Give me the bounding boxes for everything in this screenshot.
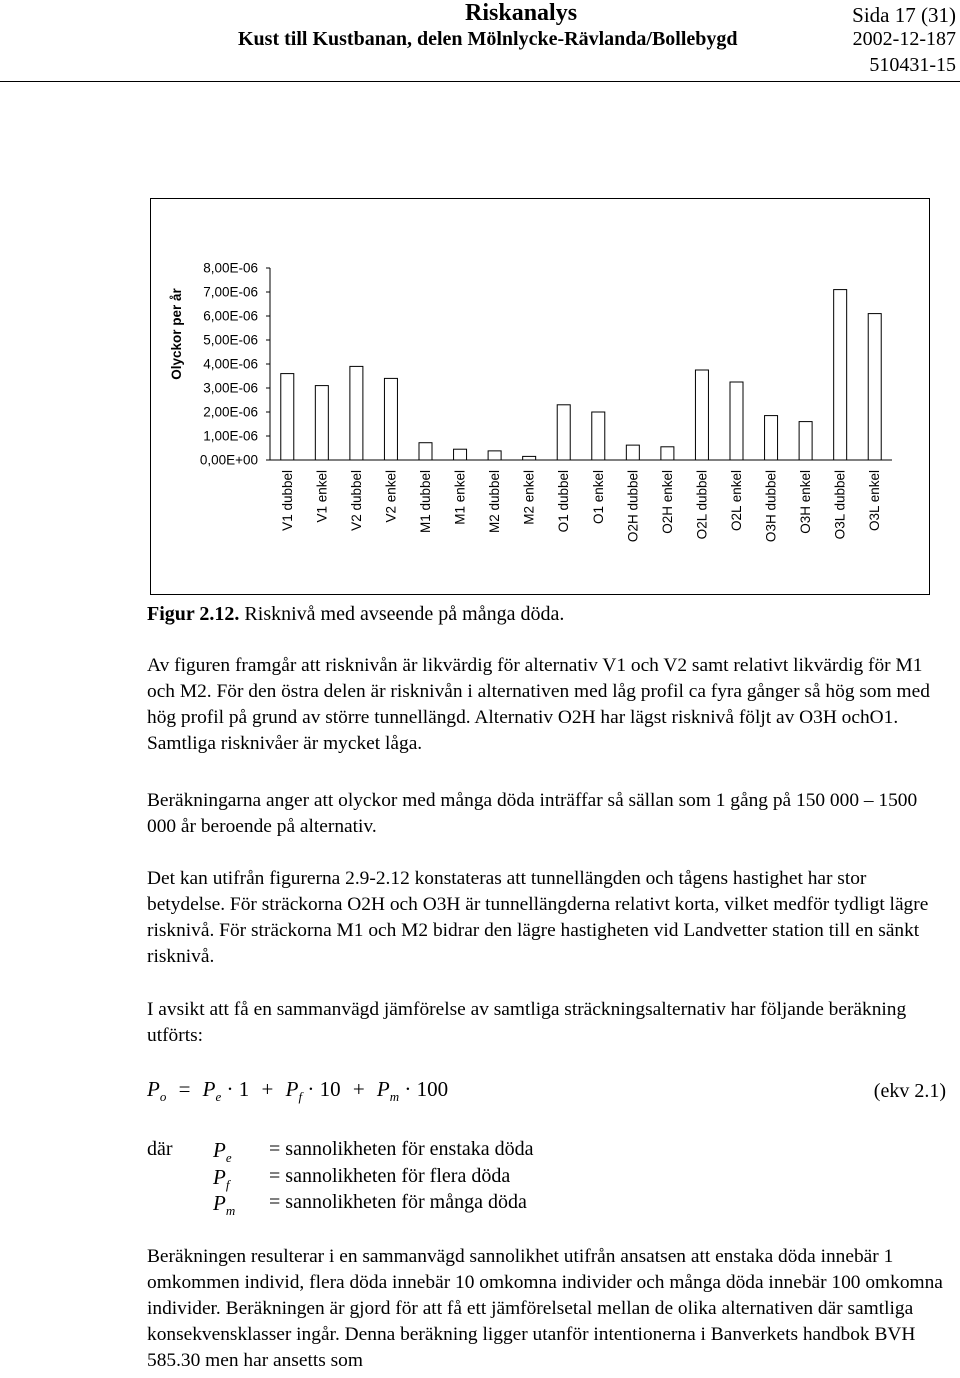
paragraph-3: Det kan utifrån figurerna 2.9-2.12 konstateras att tunnellängden och tågens hastighet har stor betydelse. För sträckorna O2H och O3H är tunnellängderna relativt korta, vilket medför tydligt lägre risknivå. För sträckorna M1 och M2 bidrar den lägre hastigheten vid Landvetter station till en sänkt risknivå. xyxy=(147,868,929,967)
bar-v1-dubbel xyxy=(281,374,294,460)
bar-m2-enkel xyxy=(523,456,536,460)
formula-dot: · xyxy=(307,1077,315,1101)
bar-v2-dubbel xyxy=(350,366,363,460)
formula-p: P xyxy=(285,1077,299,1101)
formula-p: P xyxy=(147,1077,160,1101)
y-tick-label: 6,00E-06 xyxy=(203,308,258,324)
page-number: Sida 17 (31) xyxy=(852,3,956,27)
bar-o2h-dubbel xyxy=(626,445,639,460)
definition-symbol: $P_e$ xyxy=(213,1138,232,1166)
header-divider xyxy=(0,81,960,82)
definition-text: = sannolikheten för många döda xyxy=(269,1191,527,1213)
y-tick-label: 5,00E-06 xyxy=(203,332,258,348)
formula-const-10: 10 xyxy=(319,1077,341,1101)
equation-reference: (ekv 2.1) xyxy=(873,1080,946,1102)
formula-sub-e: e xyxy=(215,1089,222,1105)
y-tick-label: 1,00E-06 xyxy=(203,428,258,444)
figure-caption-text: Risknivå med avseende på många döda. xyxy=(244,603,565,625)
x-tick-label: V2 enkel xyxy=(383,470,399,523)
formula-const-100: 100 xyxy=(416,1077,449,1101)
definition-text: = sannolikheten för enstaka döda xyxy=(269,1138,534,1160)
definition-row xyxy=(147,1165,647,1192)
x-tick-label: O2H dubbel xyxy=(625,470,641,543)
paragraph-4: I avsikt att få en sammanvägd jämförelse av samtliga sträckningsalternativ har följande beräkning utförts: xyxy=(147,999,907,1046)
x-tick-label: V1 enkel xyxy=(314,470,330,523)
formula-sub-f: f xyxy=(298,1089,303,1105)
paragraph-1: Av figuren framgår att risknivån är likvärdig för alternativ V1 och V2 samt relativt likvärdig för M1 och M2. För den östra delen är risknivån i alternativen med låg profil ca fyra gånger så hög som med hög profil på grund av större tunnellängd. Alternativ O2H har lägst risknivå följt av O3H ochO1. Samtliga risknivåer är mycket låga. xyxy=(147,655,930,754)
y-tick-label: 7,00E-06 xyxy=(203,284,258,300)
definitions xyxy=(147,1138,647,1218)
x-tick-label: V2 dubbel xyxy=(348,470,364,531)
header-date: 2002-12-187 xyxy=(852,28,956,50)
figure-label: Figur 2.12. xyxy=(147,603,240,625)
definition-symbol: $P_f$ xyxy=(213,1164,230,1192)
x-tick-label: M1 dubbel xyxy=(418,470,433,534)
x-tick-label: V1 dubbel xyxy=(279,470,295,531)
x-tick-label: O3L enkel xyxy=(867,470,883,532)
header-subtitle: Kust till Kustbanan, delen Mölnlycke-Rävlanda/Bollebygd xyxy=(238,28,738,50)
x-tick-label: M2 enkel xyxy=(521,470,537,525)
x-tick-label: M2 dubbel xyxy=(487,470,503,534)
x-tick-label: O3H enkel xyxy=(798,470,814,534)
y-tick-label: 8,00E-06 xyxy=(203,260,258,276)
x-tick-label: O1 enkel xyxy=(590,470,606,525)
chart-frame xyxy=(151,199,930,595)
header-title: Riskanalys xyxy=(465,0,578,26)
x-tick-label: O2L enkel xyxy=(729,470,744,532)
definition-text: = sannolikheten för flera döda xyxy=(269,1164,511,1187)
bar-v2-enkel xyxy=(384,378,397,460)
x-tick-label: O1 dubbel xyxy=(556,470,572,533)
bar-m1-dubbel xyxy=(419,443,432,460)
bar-v1-enkel xyxy=(315,386,328,460)
y-axis-label: Olyckor per år xyxy=(169,288,184,380)
figure-caption xyxy=(147,603,564,626)
bar-o2h-enkel xyxy=(661,447,674,460)
x-tick-label: O3L dubbel xyxy=(832,470,848,540)
x-tick-label: M1 enkel xyxy=(452,470,468,525)
formula-const-1: 1 xyxy=(238,1077,250,1101)
y-tick-label: 3,00E-06 xyxy=(203,380,258,396)
formula xyxy=(147,1077,448,1105)
bar-o3l-dubbel xyxy=(834,290,847,460)
definition-symbol: $P_m$ xyxy=(213,1191,236,1219)
bar-o2l-enkel xyxy=(730,382,743,460)
formula-sub-o: o xyxy=(159,1089,167,1105)
formula-equals: = xyxy=(178,1077,191,1101)
y-tick-label: 4,00E-06 xyxy=(203,356,258,372)
formula-sub-m: m xyxy=(389,1089,400,1105)
definitions-lead: där xyxy=(147,1138,173,1160)
risk-bar-chart xyxy=(150,198,930,595)
bar-m1-enkel xyxy=(454,449,467,460)
paragraph-2: Beräkningarna anger att olyckor med många döda inträffar så sällan som 1 gång på 150 000 – 1500 000 år beroende på alternativ. xyxy=(147,790,918,837)
formula-p: P xyxy=(376,1077,390,1101)
bar-m2-dubbel xyxy=(488,451,501,460)
formula-dot: · xyxy=(404,1077,412,1101)
y-tick-label: 2,00E-06 xyxy=(203,404,258,420)
bar-o1-enkel xyxy=(592,412,605,460)
formula-plus: + xyxy=(352,1077,365,1101)
definition-row xyxy=(147,1138,647,1165)
bar-o2l-dubbel xyxy=(695,370,708,460)
x-tick-label: O2L dubbel xyxy=(694,470,710,540)
paragraph-5: Beräkningen resulterar i en sammanvägd sannolikhet utifrån ansatsen att enstaka döda innebär 1 omkommen individ, flera döda innebär 10 omkomna individer och många döda innebär 100 omkomna individer. Beräkningen är gjord för att få ett jämförelsetal mellan de olika alternativen där samtliga konsekvensklasser ingår. Denna beräkning ligger utanför intentionerna i Banverkets handbok BVH 585.30 men har ansetts som xyxy=(147,1246,943,1371)
y-tick-label: 0,00E+00 xyxy=(199,452,258,468)
bar-o1-dubbel xyxy=(557,405,570,460)
bar-o3h-dubbel xyxy=(765,416,778,460)
bar-o3l-enkel xyxy=(868,314,881,460)
x-tick-label: O2H enkel xyxy=(659,470,675,534)
document-number: 510431-15 xyxy=(869,54,956,76)
definition-row xyxy=(147,1191,647,1218)
bar-o3h-enkel xyxy=(799,422,812,460)
formula-plus: + xyxy=(261,1077,274,1101)
formula-dot: · xyxy=(226,1077,234,1101)
formula-p: P xyxy=(202,1077,216,1101)
x-tick-label: O3H dubbel xyxy=(763,470,779,543)
